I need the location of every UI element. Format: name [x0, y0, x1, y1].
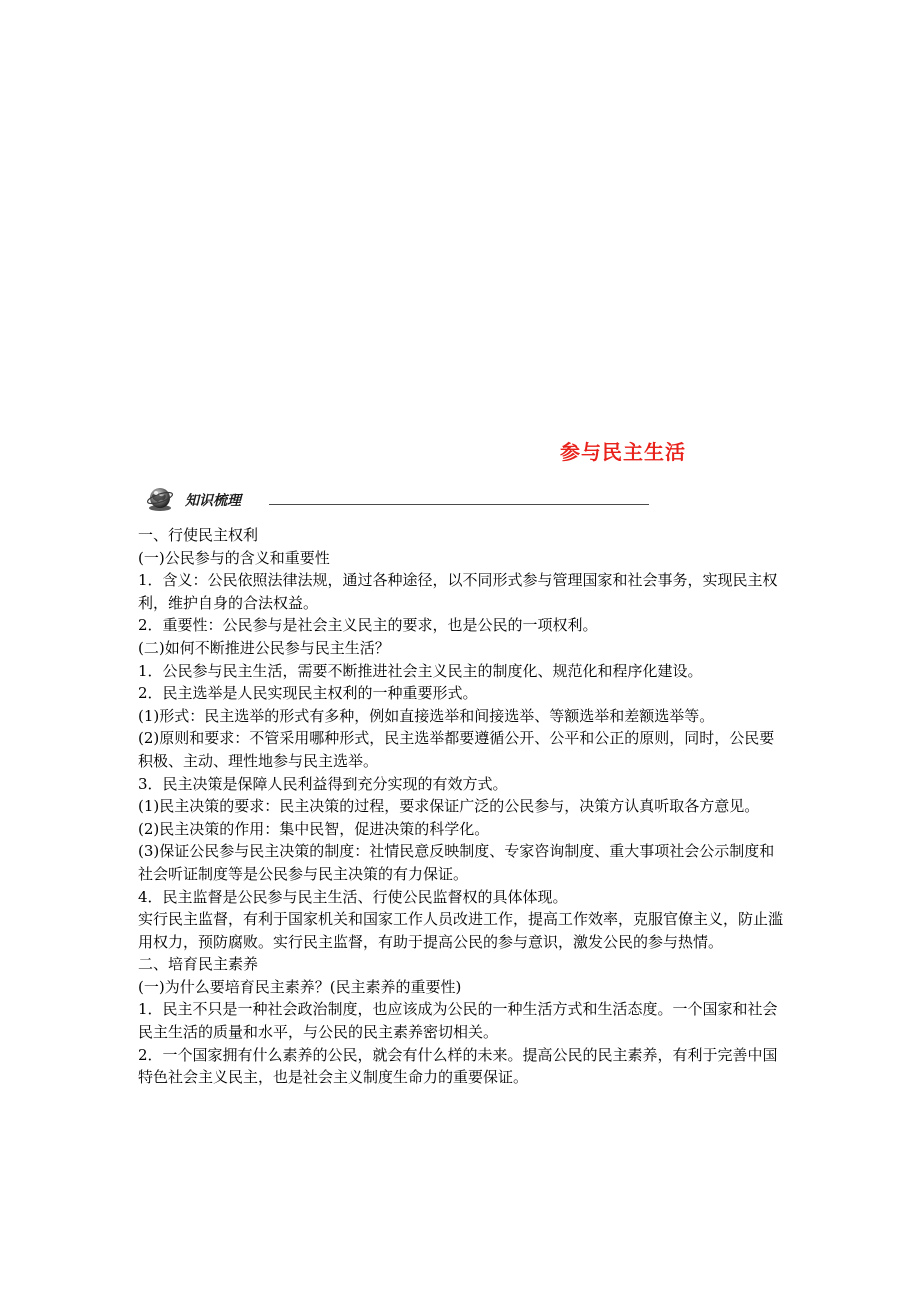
document-title: 参与民主生活	[560, 440, 686, 464]
subheading: (二)如何不断推进公民参与民主生活？	[138, 638, 390, 657]
paragraph: 实行民主监督，有利于国家机关和国家工作人员改进工作，提高工作效率，克服官僚主义，防止滥用权力，预防腐败。实行民主监督，有助于提高公民的参与意识，激发公民的参与热情。	[138, 910, 784, 951]
paragraph: (2)民主决策的作用：集中民智，促进决策的科学化。	[138, 819, 490, 838]
section-label: 知识梳理	[185, 493, 241, 509]
paragraph: (1)形式：民主选举的形式有多种，例如直接选举和间接选举、等额选举和差额选举等。	[138, 706, 715, 725]
heading-1: 一、行使民主权利	[138, 526, 259, 544]
document-body	[138, 524, 788, 1089]
paragraph: (3)保证公民参与民主决策的制度：社情民意反映制度、专家咨询制度、重大事项社会公示制度和社会听证制度等是公民参与民主决策的有力保证。	[138, 842, 775, 883]
paragraph: 2．重要性：公民参与是社会主义民主的要求，也是公民的一项权利。	[138, 616, 598, 635]
section-header	[141, 484, 511, 514]
paragraph: 4．民主监督是公民参与民主生活、行使公民监督权的具体体现。	[138, 887, 568, 906]
paragraph: 1．公民参与民主生活，需要不断推进社会主义民主的制度化、规范化和程序化建设。	[138, 661, 703, 680]
paragraph: 1．含义：公民依照法律法规，通过各种途径，以不同形式参与管理国家和社会事务，实现民主权利，维护自身的合法权益。	[138, 571, 778, 612]
paragraph: 1．民主不只是一种社会政治制度，也应该成为公民的一种生活方式和生活态度。一个国家和社会民主生活的质量和水平，与公民的民主素养密切相关。	[138, 1000, 778, 1042]
section-header-rule	[269, 504, 649, 505]
heading-2: 二、培育民主素养	[138, 955, 259, 974]
paragraph: (1)民主决策的要求：民主决策的过程，要求保证广泛的公民参与，决策方认真听取各方意见。	[138, 797, 760, 816]
paragraph: 3．民主决策是保障人民利益得到充分实现的有效方式。	[138, 774, 508, 793]
subheading: (一)公民参与的含义和重要性	[138, 548, 330, 567]
globe-icon	[145, 484, 175, 514]
paragraph: 2．民主选举是人民实现民主权利的一种重要形式。	[138, 684, 478, 703]
paragraph: (2)原则和要求：不管采用哪种形式，民主选举都要遵循公开、公平和公正的原则，同时，公民要积极、主动、理性地参与民主选举。	[138, 729, 775, 770]
subheading: (一)为什么要培育民主素养？(民主素养的重要性)	[138, 977, 462, 996]
paragraph: 2．一个国家拥有什么素养的公民，就会有什么样的未来。提高公民的民主素养，有利于完善中国特色社会主义民主，也是社会主义制度生命力的重要保证。	[138, 1045, 778, 1087]
